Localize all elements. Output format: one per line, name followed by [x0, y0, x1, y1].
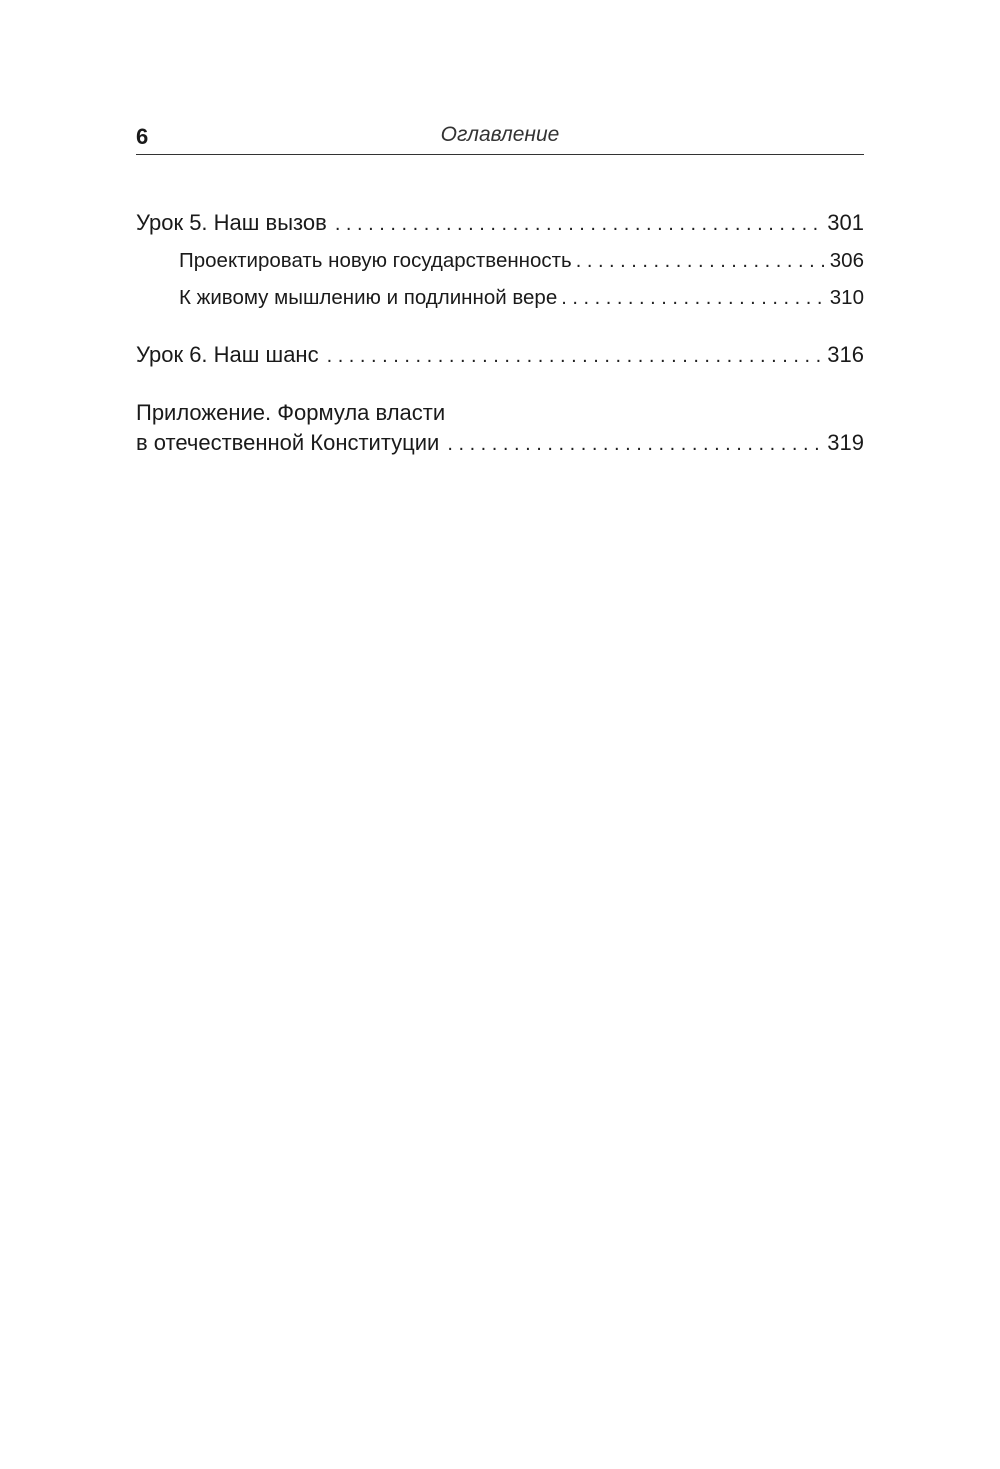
- toc-entry-page: 316: [827, 342, 864, 367]
- toc-entry-appendix-line-2: [136, 428, 864, 459]
- dot-leader: [327, 341, 822, 371]
- dot-leader: [561, 283, 828, 313]
- toc-entry-page: 301: [827, 210, 864, 235]
- page-number: 6: [136, 124, 149, 149]
- toc-entry-title-line-1: Приложение. Формула власти: [136, 400, 446, 425]
- toc-entry-title-line-2: в отечественной Конституции: [136, 430, 440, 455]
- dot-leader: [576, 246, 828, 276]
- toc-entry-title: Проектировать новую государственность: [179, 249, 572, 272]
- toc-entry-chapter-5[interactable]: [136, 208, 864, 239]
- toc-entry-page: 306: [829, 249, 864, 272]
- toc-entry-title: Урок 6. Наш шанс: [136, 342, 319, 367]
- toc-subentry-living-thought[interactable]: [136, 283, 864, 313]
- running-header: [136, 118, 864, 155]
- toc-entry-title: К живому мышлению и подлинной вере: [179, 286, 558, 309]
- running-title: Оглавление: [440, 123, 560, 146]
- toc-entry-appendix[interactable]: [136, 398, 864, 459]
- toc-entry-page: 319: [827, 430, 864, 455]
- toc-entry-title: Урок 5. Наш вызов: [136, 210, 327, 235]
- dot-leader: [335, 209, 821, 239]
- dot-leader: [447, 429, 821, 459]
- toc-entry-chapter-6[interactable]: [136, 340, 864, 371]
- toc-subentry-new-statehood[interactable]: [136, 246, 864, 276]
- table-of-contents: [136, 208, 864, 459]
- toc-entry-page: 310: [829, 286, 864, 309]
